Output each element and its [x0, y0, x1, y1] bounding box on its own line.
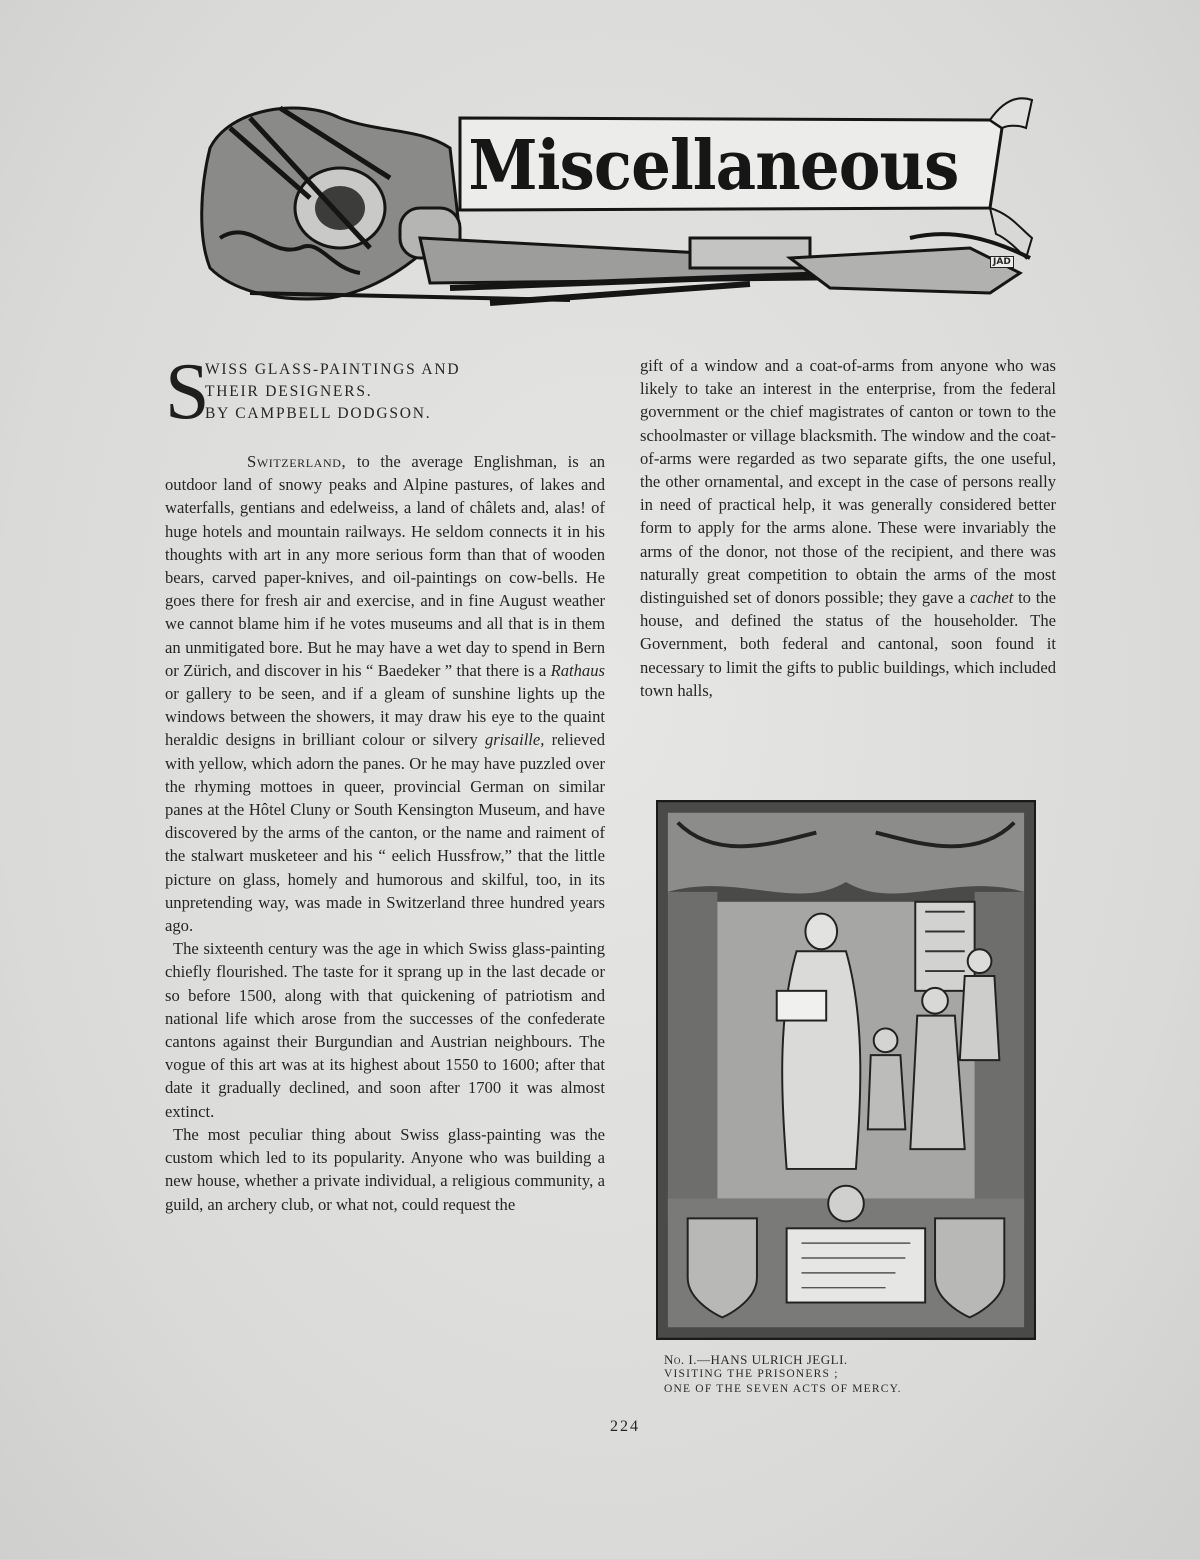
drop-cap: S	[165, 348, 210, 436]
right-column	[640, 354, 1056, 702]
heading-line-2: THEIR DESIGNERS.	[205, 383, 373, 400]
paragraph-3: The most peculiar thing about Swiss glass-painting was the custom which led to its popularity. Anyone who was building a new house, whether a private individual, a religious community, a guild, an archery club, or what not, could request the	[165, 1124, 605, 1214]
paragraph-1-text-b: or gallery to be seen, and if a gleam of sunshine lights up the windows between the showers, it may draw his eye to the quaint heraldic designs in brilliant colour or silvery	[165, 684, 605, 750]
heading-line-1: WISS GLASS-PAINTINGS AND	[205, 361, 461, 378]
paragraph-2: The sixteenth century was the age in which Swiss glass-painting chiefly flourished. The taste for it sprang up in the last decade or so before 1500, along with that quickening of patriotism and national life which arose from the successes of the confederate cantons against their Burgundian and Austrian neighbours. The vogue of this art was at its highest about 1550 to 1600; after that date it gradually declined, and soon after 1700 it was almost extinct.	[165, 939, 605, 1121]
article-heading	[165, 348, 605, 450]
right-text-a: gift of a window and a coat-of-arms from anyone who was likely to take an interest in the enterprise, from the federal government or the chief magistrates of canton or town to the schoolmaster or village blacksmith. The window and the coat-of-arms were regarded as two separate gifts, the one useful, the other ornamental, and except in the case of persons really in need of practical help, it was generally considered better form to apply for the arms alone. These were invariably the arms of the donor, not those of the recipient, and there was naturally great competition to obtain the arms of the most distinguished set of donors possible; they gave a	[640, 356, 1056, 608]
page-number: 224	[610, 1418, 640, 1435]
paragraph-1-lead: Switzerland,	[247, 452, 347, 471]
right-paragraph	[640, 354, 1056, 702]
paragraph-1-italic-grisaille: grisaille,	[484, 730, 545, 750]
paragraph-1-text-c: relieved with yellow, which adorn the panes. Or he may have puzzled over the rhyming mottoes in queer, provincial German on similar panes at the Hôtel Cluny or South Kensington Museum, and have discovered by the arms of the canton, or the name and raiment of the stalwart musketeer and his “ eelich Hussfrow,” that the little picture on glass, homely and humorous and skilful, too, in its unpretending way, was made in Switzerland three hundred years ago.	[165, 730, 606, 936]
paragraph-1-text-a: to the average Englishman, is an outdoor land of snowy peaks and Alpine pastures, of lakes and waterfalls, gentians and edelweiss, a land of châlets and, alas! of huge hotels and mountain railways. He seldom connects it in his thoughts with art in any more serious form than that of wooden bears, carved paper-knives, and oil-paintings on cow-bells. He goes there for fresh air and exercise, and in fine August weather we cannot blame him if he votes museums and all that is in them an unmitigated bore. But he may have a wet day to spend in Bern or Zürich, and discover in his “ Baedeker ” that there is a	[165, 452, 605, 680]
glass-painting-design-image	[658, 802, 1034, 1338]
caption-line-3: ONE OF THE SEVEN ACTS OF MERCY.	[664, 1383, 902, 1395]
caption-line-1: No. I.—HANS ULRICH JEGLI.	[664, 1352, 848, 1367]
heading-byline: BY CAMPBELL DODGSON.	[205, 405, 432, 422]
left-column	[165, 348, 606, 1216]
paragraph-1-italic-rathaus: Rathaus	[550, 660, 605, 680]
paragraph-1	[165, 450, 605, 937]
header-banner	[190, 88, 1050, 320]
right-italic-cachet: cachet	[970, 588, 1014, 608]
figure-illustration	[656, 800, 1036, 1340]
caption-line-2: VISITING THE PRISONERS ;	[664, 1368, 839, 1380]
right-text-b: to the house, and defined the status of the householder. The Government, both federal and cantonal, soon found it necessary to limit the gifts to public buildings, which included town halls,	[640, 588, 1056, 700]
banner-signature: JAD	[990, 256, 1014, 268]
figure-caption	[664, 1352, 902, 1397]
banner-title: Miscellaneous	[468, 126, 959, 206]
